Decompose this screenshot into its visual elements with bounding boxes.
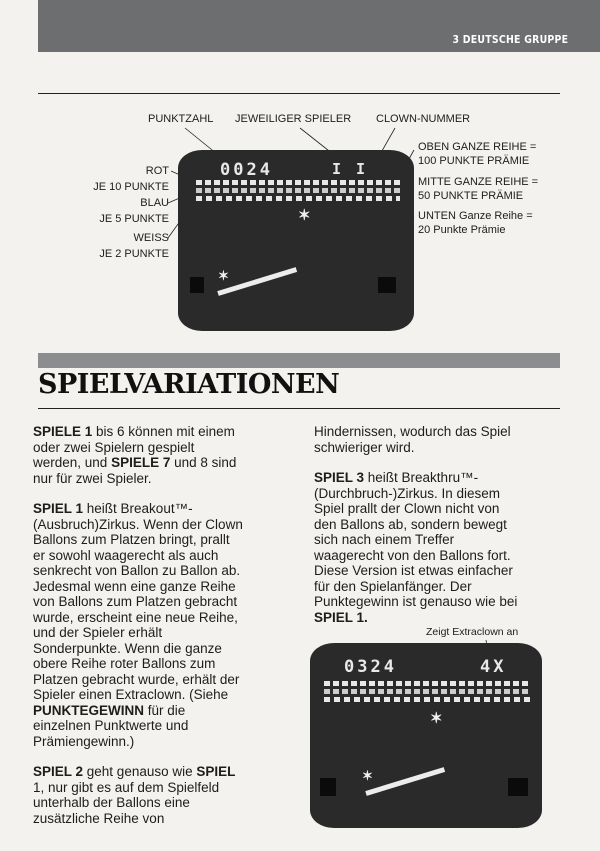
text-line: SPIEL 1 heißt Breakout™- (33, 501, 193, 516)
text-line: Platzen gebracht wurde, erhält der (33, 671, 240, 687)
text-line: sich nach einem Treffer (314, 532, 455, 547)
label-white-points: JE 2 PUNKTE (99, 248, 169, 260)
text-line: einzelnen Punktwerte und (33, 718, 189, 733)
text-line: SPIEL 2 geht genauso wie SPIEL (33, 764, 236, 779)
label-top-row: OBEN GANZE REIHE = (418, 141, 537, 153)
balloon-row-red (324, 681, 530, 686)
label-clown-number: CLOWN-NUMMER (376, 113, 471, 125)
clown-on-seesaw: ✶ (218, 268, 229, 283)
text-line: Punktegewinn ist genauso wie bei (314, 594, 518, 609)
label-bottom-row-bonus: 20 Punkte Prämie (418, 224, 506, 236)
text-line: (Durchbruch-)Zirkus. In diesem (314, 485, 501, 501)
text-line: oder zwei Spielern gespielt (33, 439, 195, 455)
caption-extra-clown: Zeigt Extraclown an (426, 626, 519, 638)
clown-on-seesaw: ✶ (362, 768, 373, 783)
text-line: den Ballons ab, sondern bewegt (314, 516, 507, 532)
text-line: schwieriger wird. (314, 439, 415, 455)
label-bottom-row: UNTEN Ganze Reihe = (418, 210, 533, 222)
section-label: 3 DEUTSCHE GRUPPE (452, 33, 568, 46)
balloon-row-white (324, 697, 530, 702)
text-line: PUNKTEGEWINN für die (33, 702, 186, 718)
game-screen-extra-clown (310, 643, 542, 828)
label-score: PUNKTZAHL (148, 113, 214, 125)
clown-figure: ✶ (430, 710, 443, 727)
text-line: SPIEL 3 heißt Breakthru™- (314, 470, 479, 485)
text-line: für den Spielanfänger. Der (314, 578, 472, 594)
text-line: SPIEL 1. (314, 609, 368, 625)
label-blue: BLAU (140, 197, 169, 209)
text-line: werden, und SPIELE 7 und 8 sind (33, 455, 237, 470)
text-line: Spiel prallt der Clown nicht von (314, 501, 500, 516)
balloon-row-blue (324, 689, 530, 694)
screen-extra-clown-count: 4X (480, 657, 507, 677)
text-line: Spieler einen Extraclown. (Siehe (33, 687, 229, 702)
label-middle-row-bonus: 50 PUNKTE PRÄMIE (418, 190, 524, 202)
screen-score: 0024 (220, 160, 273, 180)
text-line: wurde, erscheint eine neue Reihe, (33, 609, 238, 625)
seesaw (365, 767, 445, 796)
text-line: Ballons zum Platzen bringt, prallt (33, 532, 230, 547)
text-line: senkrecht von Ballon zu Ballon ab. (33, 563, 241, 578)
text-line: nur für zwei Spieler. (33, 470, 152, 486)
text-line: Prämiengewinn.) (33, 733, 135, 749)
text-line: zusätzliche Reihe von (33, 810, 165, 826)
text-line: Sonderpunkte. Wenn die ganze (33, 640, 222, 656)
label-top-row-bonus: 100 PUNKTE PRÄMIE (418, 155, 530, 167)
text-line: Jedesmal wenn eine ganze Reihe (33, 578, 236, 594)
text-line: von Ballons zum Platzen gebracht (33, 594, 238, 609)
text-line: und der Spieler erhält (33, 625, 163, 640)
label-red-points: JE 10 PUNKTE (93, 181, 169, 193)
barrier-right (508, 778, 528, 796)
text-line: obere Reihe roter Ballons zum (33, 656, 216, 671)
text-line: er sowohl waagerecht als auch (33, 547, 219, 563)
clown-figure: ✶ (298, 207, 311, 224)
label-red: ROT (145, 165, 169, 177)
text-line: (Ausbruch)Zirkus. Wenn der Clown (33, 516, 243, 532)
text-line: SPIELE 1 bis 6 können mit einem (33, 424, 235, 439)
label-current-player: JEWEILIGER SPIELER (235, 113, 352, 125)
screen-player-markers: I I (332, 160, 369, 178)
barrier-left (320, 778, 336, 796)
text-line: waagerecht von den Ballons fort. (314, 547, 511, 563)
text-line: Diese Version ist etwas einfacher (314, 563, 513, 578)
section-title: SPIELVARIATIONEN (38, 369, 340, 400)
text-line: 1, nur gibt es auf dem Spielfeld (33, 779, 220, 795)
label-white: WEISS (133, 232, 169, 244)
screen-score: 0324 (344, 657, 397, 677)
label-middle-row: MITTE GANZE REIHE = (418, 176, 539, 188)
text-line: unterhalb der Ballons eine (33, 795, 190, 810)
text-line: Hindernissen, wodurch das Spiel (314, 424, 511, 439)
label-blue-points: JE 5 PUNKTE (99, 213, 169, 225)
